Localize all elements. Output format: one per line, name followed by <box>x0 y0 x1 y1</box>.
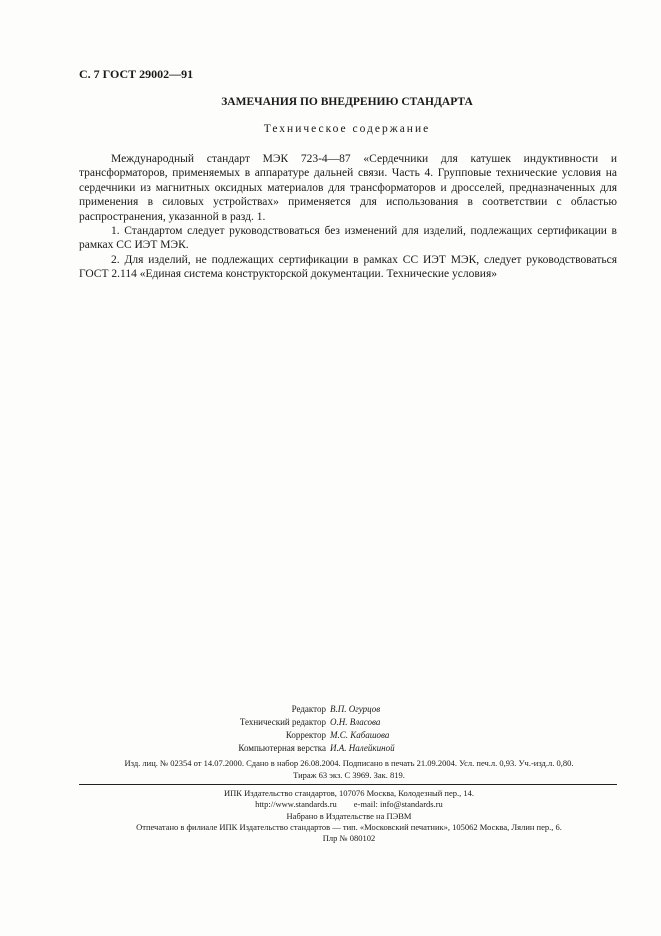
credit-person: И.А. Налейкиной <box>330 743 395 753</box>
paragraph: 2. Для изделий, не подлежащих сертификации в рамках СС ИЭТ МЭК, следует руководствоваться ГОСТ 2.114 «Единая система конструкторской документации. Технические условия» <box>79 253 617 281</box>
imprint-line: Плр № 080102 <box>322 833 376 844</box>
publication-info <box>79 757 619 781</box>
imprint-line: Отпечатано в филиале ИПК Издательство стандартов — тип. «Московский печатник», 105062 Москва, Лялин пер., 6. <box>136 821 562 832</box>
page-header: С. 7 ГОСТ 29002—91 <box>79 67 194 81</box>
section-subtitle: Техническое содержание <box>263 123 431 135</box>
divider-rule <box>79 784 617 785</box>
publication-info-line: Изд. лиц. № 02354 от 14.07.2000. Сдано в набор 26.08.2004. Подписано в печать 21.09.2004. Усл. печ.л. 0,93. Уч.-изд.л. 0,80. <box>124 758 574 768</box>
paragraph: Международный стандарт МЭК 723-4—87 «Сердечники для катушек индуктивности и трансформаторов, применяемых в аппаратуре дальней связи. Часть 4. Групповые технические условия на сердечники из магнитных оксидных материалов для трансформаторов и дросселей, предназначенных для применения в силовых устройствах» применяется для использования в соответствии с областью распространения, указанной в разд. 1. <box>79 153 617 223</box>
credit-role: Корректор <box>285 730 326 740</box>
imprint-line: ИПК Издательство стандартов, 107076 Москва, Колодезный пер., 14. <box>224 788 474 798</box>
credits-block <box>160 703 440 755</box>
credit-row <box>160 729 440 742</box>
credit-role: Технический редактор <box>239 717 326 727</box>
imprint-block <box>79 788 619 844</box>
section-title: ЗАМЕЧАНИЯ ПО ВНЕДРЕНИЮ СТАНДАРТА <box>221 96 473 108</box>
credit-person: М.С. Кабашова <box>330 730 390 740</box>
body-text <box>79 152 617 282</box>
credit-row <box>160 703 440 716</box>
imprint-line: http://www.standards.ru e-mail: info@standards.ru <box>255 799 443 810</box>
publication-info-line: Тираж 63 экз. С 3969. Зак. 819. <box>293 770 405 780</box>
imprint-line: Набрано в Издательстве на ПЭВМ <box>286 810 412 821</box>
credit-person: О.Н. Власова <box>330 717 381 727</box>
credit-role: Компьютерная верстка <box>238 743 326 753</box>
credit-person: В.П. Огурцов <box>330 704 381 714</box>
credit-row <box>160 742 440 755</box>
credit-role: Редактор <box>291 704 326 714</box>
paragraph: 1. Стандартом следует руководствоваться без изменений для изделий, подлежащих сертификации в рамках СС ИЭТ МЭК. <box>79 225 617 252</box>
credit-row <box>160 716 440 729</box>
